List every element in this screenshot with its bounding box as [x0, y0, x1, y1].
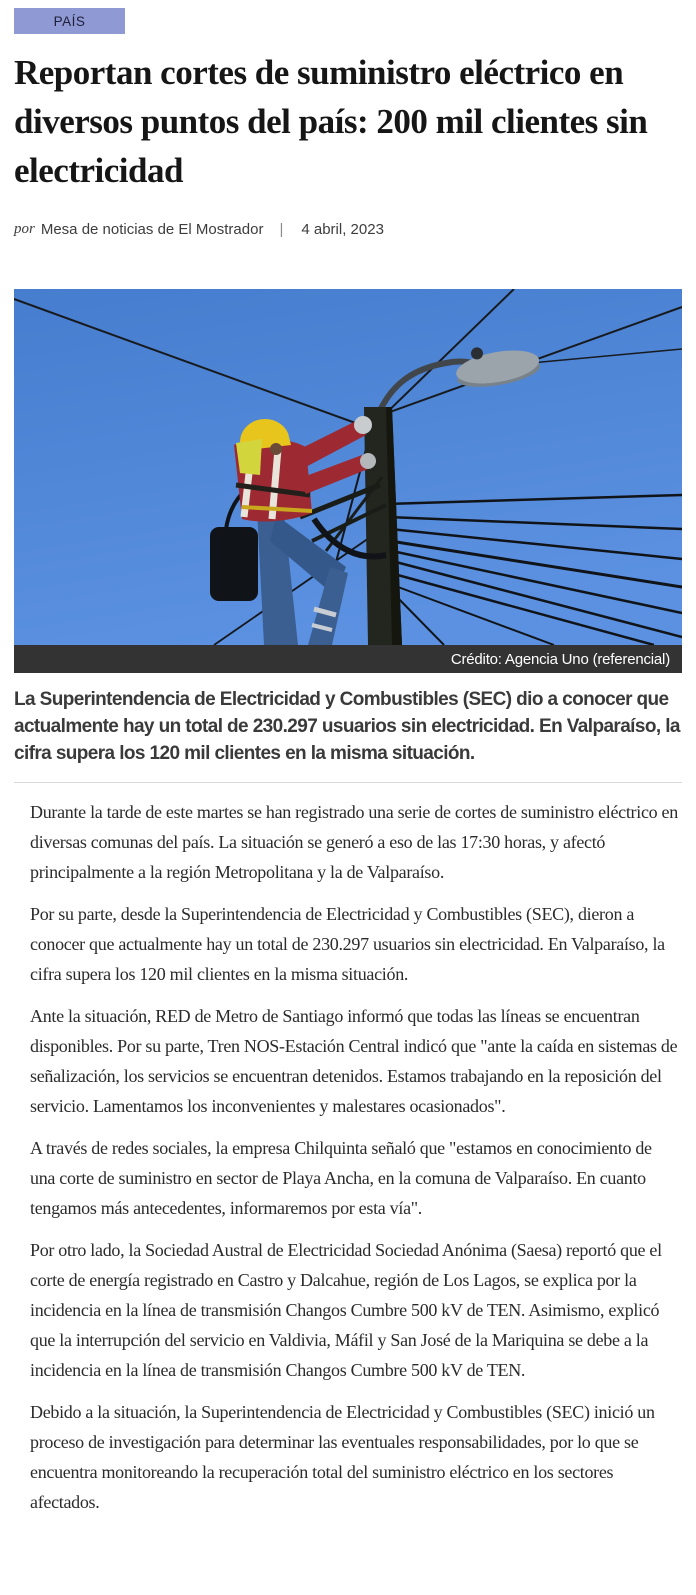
byline [14, 221, 682, 238]
byline-separator: | [279, 221, 284, 238]
paragraph: A través de redes sociales, la empresa Chilquinta señaló que "estamos en conocimiento de una corte de suministro en sector de Playa Ancha, en la comuna de Valparaíso. En cuanto tengamos más antecedentes, informaremos por esta vía". [30, 1138, 652, 1218]
lineman-photo-illustration [14, 289, 682, 645]
article-body [14, 797, 682, 1517]
photo-credit-bar [14, 645, 682, 673]
article-photo [14, 289, 682, 673]
headline: Reportan cortes de suministro eléctrico en diversos puntos del país: 200 mil clientes sin electricidad [14, 53, 648, 190]
category-badge[interactable]: PAÍS [14, 8, 125, 34]
byline-prefix: por [14, 221, 35, 237]
paragraph: Ante la situación, RED de Metro de Santiago informó que todas las líneas se encuentran disponibles. Por su parte, Tren NOS-Estación Central indicó que "ante la caída en sistemas de señalización, los servicios se encuentran detenidos. Estamos trabajando en la reposición del servicio. Lamentamos los inconvenientes y malestares ocasionados". [30, 1006, 678, 1116]
paragraph: Por su parte, desde la Superintendencia de Electricidad y Combustibles (SEC), dieron a conocer que actualmente hay un total de 230.297 usuarios sin electricidad. En Valparaíso, la cifra supera los 120 mil clientes en la misma situación. [30, 904, 665, 984]
paragraph: Durante la tarde de este martes se han registrado una serie de cortes de suministro eléctrico en diversas comunas del país. La situación se generó a eso de las 17:30 horas, y afectó principalmente a la región Metropolitana y la de Valparaíso. [30, 802, 678, 882]
publish-date: 4 abril, 2023 [301, 221, 384, 238]
paragraph: Debido a la situación, la Superintendencia de Electricidad y Combustibles (SEC) inició un proceso de investigación para determinar las eventuales responsabilidades, por lo que se encuentra monitoreando la recuperación total del suministro eléctrico en los sectores afectados. [30, 1402, 655, 1512]
paragraph: Por otro lado, la Sociedad Austral de Electricidad Sociedad Anónima (Saesa) reportó que el corte de energía registrado en Castro y Dalcahue, región de Los Lagos, se explica por la incidencia en la línea de transmisión Changos Cumbre 500 kV de TEN. Asimismo, explicó que la interrupción del servicio en Valdivia, Máfil y San José de la Mariquina se debe a la incidencia en la línea de transmisión Changos Cumbre 500 kV de TEN. [30, 1240, 662, 1380]
photo-credit: Crédito: Agencia Uno (referencial) [450, 650, 670, 668]
lead-paragraph: La Superintendencia de Electricidad y Combustibles (SEC) dio a conocer que actualmente hay un total de 230.297 usuarios sin electricidad. En Valparaíso, la cifra supera los 120 mil clientes en la misma situación. [14, 689, 680, 764]
divider [14, 782, 682, 783]
byline-author[interactable]: Mesa de noticias de El Mostrador [40, 221, 264, 238]
